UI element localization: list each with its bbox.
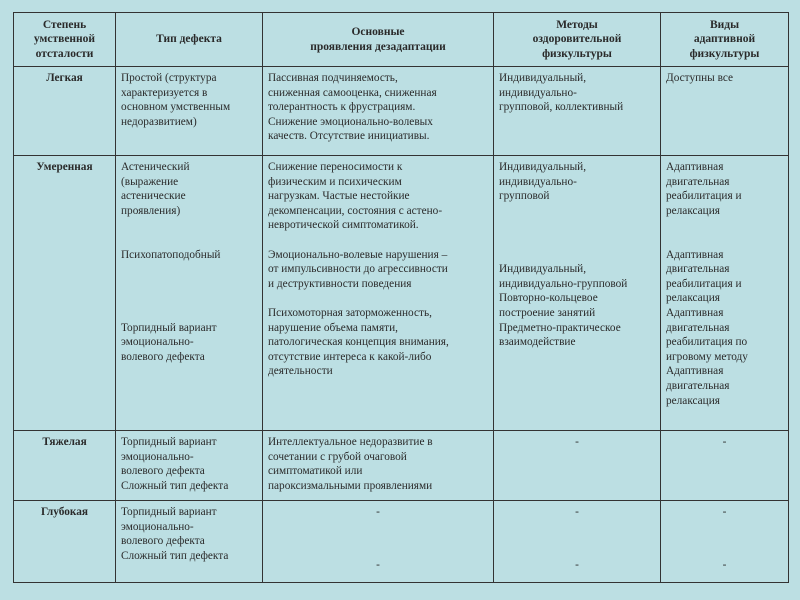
degree-cell: Умеренная [14, 156, 116, 431]
dash: - [575, 558, 579, 571]
dash: - [575, 506, 579, 518]
defect-cell: Астенический (выражение астенические проявления) Психопатоподобный Торпидный вариант эмоционально- волевого дефекта [116, 156, 263, 431]
table-row [14, 501, 789, 583]
manifest-cell [263, 501, 494, 583]
header-defect-type: Тип дефекта [116, 13, 263, 67]
manifest-cell: Интеллектуальное недоразвитие в сочетании с грубой очаговой симптоматикой или пароксизмальными проявлениями [263, 431, 494, 501]
header-types: Виды адаптивной физкультуры [661, 13, 789, 67]
manifest-cell: Снижение переносимости к физическим и психическим нагрузкам. Частые нестойкие декомпенсации, состояния с астено- невротической симптоматикой. Эмоционально-волевые нарушения – от импульсивности до агрессивности и деструктивности поведения Психомоторная заторможенность, нарушение объема памяти, патологическая концепция внимания, отсутствие интереса к какой-либо деятельности [263, 156, 494, 431]
degree-cell: Тяжелая [14, 431, 116, 501]
degree-cell: Легкая [14, 67, 116, 156]
header-row [14, 13, 789, 67]
defect-cell: Простой (структура характеризуется в основном умственным недоразвитием) [116, 67, 263, 156]
dash: - [722, 506, 727, 518]
defect-cell: Торпидный вариант эмоционально- волевого дефекта Сложный тип дефекта [116, 501, 263, 583]
methods-cell: Индивидуальный, индивидуально- групповой Индивидуальный, индивидуально-групповой Повторно-кольцевое построение занятий Предметно-практическое взаимодействие [494, 156, 661, 431]
methods-cell [494, 501, 661, 583]
table-row [14, 156, 789, 431]
adaptive-pe-table [13, 12, 789, 583]
degree-cell: Глубокая [14, 501, 116, 583]
types-cell: - [661, 431, 789, 501]
dash: - [376, 506, 380, 518]
header-methods: Методы оздоровительной физкультуры [494, 13, 661, 67]
methods-cell: Индивидуальный, индивидуально- групповой, коллективный [494, 67, 661, 156]
manifest-cell: Пассивная подчиняемость, сниженная самооценка, сниженная толерантность к фрустрациям. Снижение эмоционально-волевых качеств. Отсутствие инициативы. [263, 67, 494, 156]
header-manifestations: Основные проявления дезадаптации [263, 13, 494, 67]
table-row [14, 431, 789, 501]
types-cell: Доступны все [661, 67, 789, 156]
defect-cell: Торпидный вариант эмоционально- волевого дефекта Сложный тип дефекта [116, 431, 263, 501]
table-row [14, 67, 789, 156]
dash: - [722, 558, 727, 571]
methods-cell: - [494, 431, 661, 501]
dash: - [376, 558, 380, 571]
header-degree: Степень умственной отсталости [14, 13, 116, 67]
types-cell [661, 501, 789, 583]
types-cell: Адаптивная двигательная реабилитация и релаксация Адаптивная двигательная реабилитация и релаксация Адаптивная двигательная реабилитация по игровому методу Адаптивная двигательная релаксация [661, 156, 789, 431]
